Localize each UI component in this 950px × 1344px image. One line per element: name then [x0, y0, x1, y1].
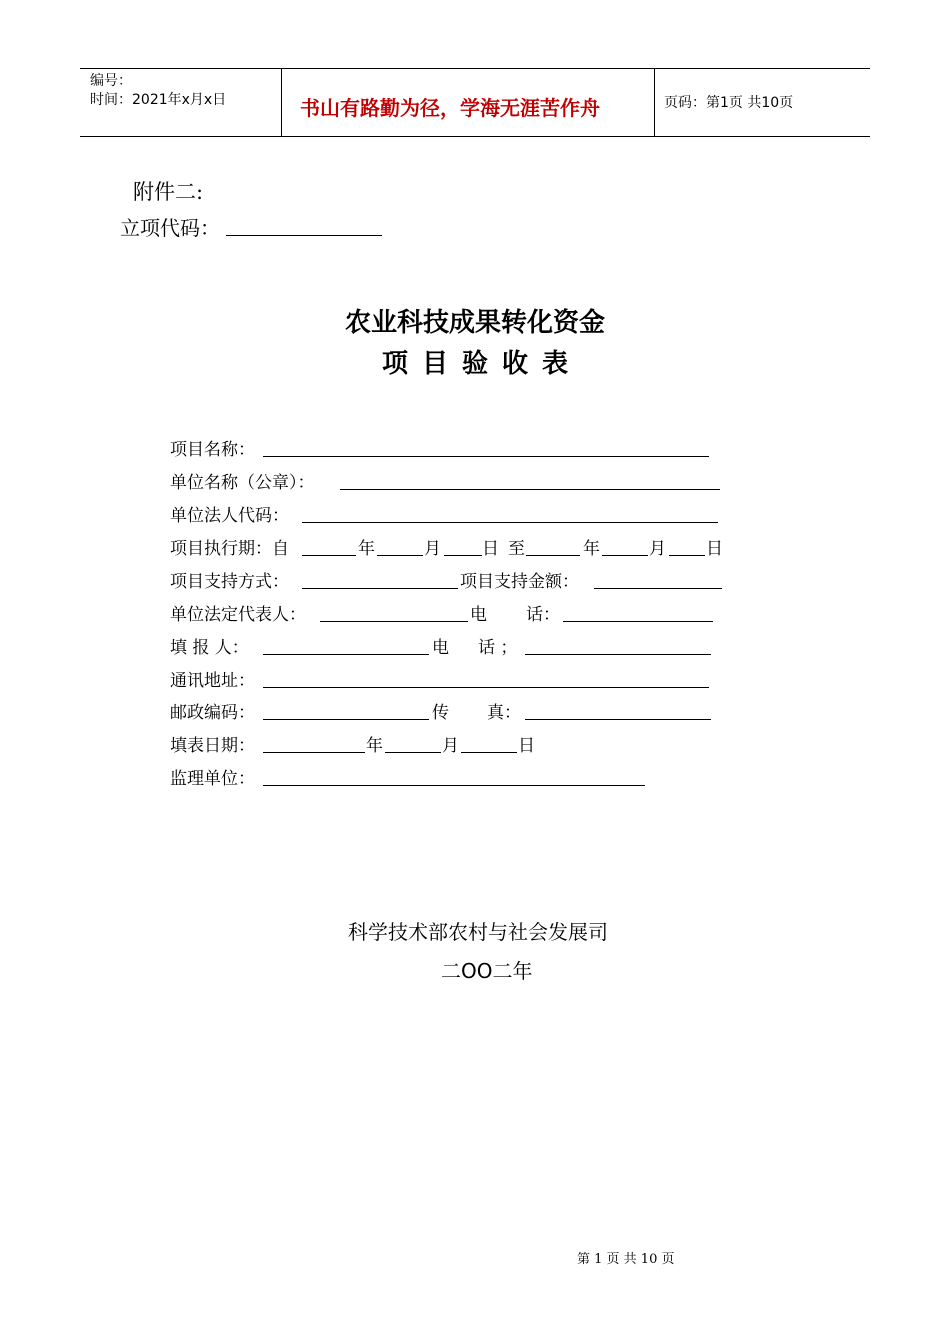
exec-end-year-blank: [526, 555, 580, 556]
issuing-org: 科学技术部农村与社会发展司: [348, 920, 608, 944]
exec-month1-label: 月: [424, 539, 441, 559]
phone2-label-b: 话 ；: [478, 638, 518, 658]
header-page-info: 页码：第1页 共10页: [664, 95, 794, 111]
support-mode-label: 项目支持方式：: [170, 572, 289, 592]
header-top-border: [80, 68, 870, 69]
fill-day-blank: [461, 752, 517, 753]
fill-month-label: 月: [442, 736, 459, 756]
header-motto: 书山有路勤为径，学海无涯苦作舟: [300, 96, 600, 120]
fax-label-a: 传: [432, 703, 449, 723]
exec-day2-label: 日: [706, 539, 723, 559]
exec-start-month-blank: [377, 555, 423, 556]
unit-name-label: 单位名称（公章）：: [170, 473, 315, 493]
project-name-blank: [263, 456, 709, 457]
page-number: 第 1 页 共 10 页: [577, 1252, 675, 1267]
address-label: 通讯地址：: [170, 671, 255, 691]
fax-blank: [525, 719, 711, 720]
supervisor-blank: [263, 785, 645, 786]
phone1-label-a: 电: [470, 605, 487, 625]
legal-rep-label: 单位法定代表人：: [170, 605, 306, 625]
annex-label: 附件二:: [133, 180, 204, 204]
exec-year1-label: 年: [358, 539, 375, 559]
postcode-label: 邮政编码：: [170, 703, 255, 723]
exec-period-label: 项目执行期：自: [170, 539, 289, 559]
phone1-blank: [563, 621, 713, 622]
exec-start-year-blank: [302, 555, 356, 556]
fill-day-label: 日: [518, 736, 535, 756]
form-title-line1: 农业科技成果转化资金: [344, 308, 605, 338]
supervisor-label: 监理单位：: [170, 769, 255, 789]
unit-name-blank: [340, 489, 720, 490]
header-bottom-border: [80, 136, 870, 137]
form-title-line2: 项目验收表: [381, 349, 582, 379]
exec-day1-label: 日: [482, 539, 499, 559]
support-amount-label: 项目支持金额：: [460, 572, 579, 592]
support-amount-blank: [594, 588, 722, 589]
unit-legal-code-label: 单位法人代码：: [170, 506, 289, 526]
postcode-blank: [263, 719, 429, 720]
phone2-blank: [525, 654, 711, 655]
unit-legal-code-blank: [302, 522, 718, 523]
fill-year-blank: [263, 752, 365, 753]
fax-label-b: 真：: [487, 703, 521, 723]
filler-blank: [263, 654, 429, 655]
legal-rep-blank: [320, 621, 468, 622]
exec-to-label: 至: [508, 539, 525, 559]
header-time-label: 时间：2021年x月x日: [90, 92, 227, 108]
exec-month2-label: 月: [649, 539, 666, 559]
support-mode-blank: [302, 588, 458, 589]
fill-date-label: 填表日期：: [170, 736, 255, 756]
project-code-blank: [226, 235, 382, 236]
exec-end-month-blank: [602, 555, 648, 556]
header-divider-1: [281, 68, 282, 136]
exec-year2-label: 年: [583, 539, 600, 559]
project-name-label: 项目名称：: [170, 440, 255, 460]
issue-year: 二OO二年: [441, 959, 533, 983]
exec-end-day-blank: [669, 555, 705, 556]
exec-start-day-blank: [444, 555, 482, 556]
filler-label: 填 报 人：: [170, 638, 249, 658]
phone1-label-b: 话：: [526, 605, 560, 625]
fill-year-label: 年: [366, 736, 383, 756]
header-divider-2: [654, 68, 655, 136]
phone2-label-a: 电: [432, 638, 449, 658]
header-number-label: 编号：: [90, 73, 132, 89]
project-code-label: 立项代码：: [120, 216, 220, 240]
address-blank: [263, 687, 709, 688]
fill-month-blank: [385, 752, 441, 753]
